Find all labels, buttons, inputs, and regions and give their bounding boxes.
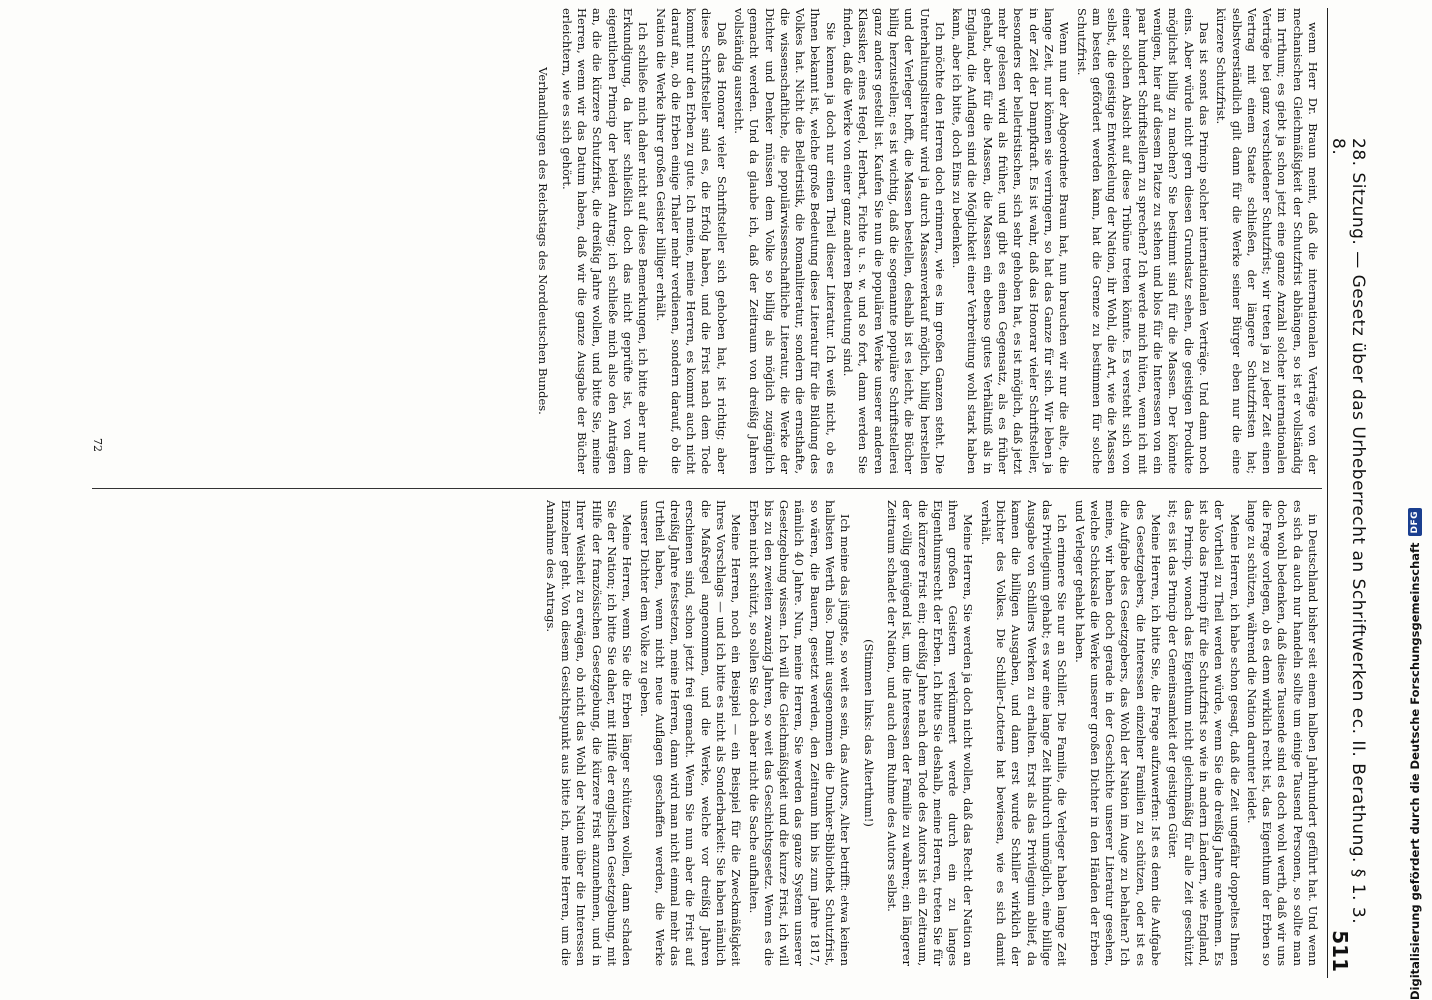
paragraph: Das ist sonst das Princip solcher internationalen Verträge. Und dann noch eins. Aber würde nicht gern diesen Grundsatz sehen, die geistigen Produkte möglichst billig zu machen? Sie bestimmt sind für die Massen. Der könnte wenigen, hier auf diesem Platze zu stehen und blos für die Interessen von ein paar hundert Schriftstellern zu sprechen? Ich werde mich hüten, wenn ich mit einer solchen Absicht auf diese Tribüne treten könnte. Es versteht sich von selbst, die geistige Entwickelung der Nation, ihr Wohl, die Art, wie die Massen am besten gefördert werden kann, hat die Grenze zu bestimmen für solche Schutzfrist. xyxy=(1074,8,1211,474)
paragraph: Ich schließe mich daher nicht auf diese Bemerkungen, ich bitte aber nur die Erkundigung, da hier schließlich doch das nicht geprüfte ist, von dem eigentlichen Princip der beiden Antrag; ich schließe mich also den Anträgen an, die die kürzere Schutzfrist, die dreißig Jahre wollen, und bitte Sie, meine Herren, wenn wir das Datum haben, daß wir die ganze Ausgabe der Bücher erleichtern, wie es sich gehört. xyxy=(559,8,651,474)
page-header xyxy=(1327,8,1368,978)
paragraph: wenn Herr Dr. Braun meint, daß die internationalen Verträge von der mechanischen Gleichmäßigkeit der Schutzfrist abhängen, so ist er vollständig im Irrthum; es giebt ja schon jetzt eine ganze Anzahl solcher internationalen Verträge bei ganz verschiedener Schutzfrist; wir treten ja zu jeder Zeit einen Vertrag mit einem Staate schließen, der längere Schutzfristen hat; selbstverständlich gilt dann für die Werke seiner Bürger eben nur die eine kürzere Schutzfrist. xyxy=(1214,8,1320,474)
left-text-column xyxy=(80,8,1320,474)
paragraph: in Deutschland bisher seit einem halben Jahrhundert geführt hat. Und wenn es sich da auch nur handeln sollte um einige Tausend Personen, so sollte man doch wohl bedenken, daß diese Tausende sind es doch wohl werth, daß wir uns die Frage vorlegen, ob es denn wirklich recht ist, das Eigenthum der Erben so lange zu schützen, während die Nation darunter leidet. xyxy=(1244,500,1320,966)
digitization-footer xyxy=(1405,0,1425,1000)
paragraph: Meine Herren, Sie werden ja doch nicht wollen, daß das Recht der Nation an ihren großen Geistern verkümmert werde durch ein zu langes Eigenthumsrecht der Erben. Ich bitte Sie deshalb, meine Herren, treten Sie für die kürzere Frist ein; dreißig Jahre nach dem Tode des Autors ist ein Zeitraum, der völlig genügend ist, um die Interessen der Familie zu wahren; ein längerer Zeitraum schadet der Nation, und auch dem Ruhme des Autors selbst. xyxy=(884,500,976,966)
paragraph: Meine Herren, ich habe schon gesagt, daß die Zeit ungefähr doppeltes Ihnen der Vortheil zu Theil werden würde, wenn Sie die dreißig Jahre annehmen. Es ist also das Princip für die Schutzfrist so wie in andern Ländern, wie England, das Princip, wonach das Eigenthum nicht gleichmäßig für alle Zeit geschützt ist; es ist das Princip der Gemeinsamkeit der geistigen Güter. xyxy=(1166,500,1242,966)
dfg-logo: DFG xyxy=(1408,508,1422,537)
signature-mark: 72 xyxy=(91,438,104,452)
page-header-title: 28. Sitzung. — Gesetz über das Urheberrecht an Schriftwerken ec. II. Berathung. § 1. 3. 8. xyxy=(1328,138,1368,925)
right-text-column xyxy=(80,500,1320,966)
interjection: (Stimmen links: das Alterthum!) xyxy=(861,639,876,827)
paragraph: Sie kennen ja doch nur einen Theil dieser Literatur. Ich weiß nicht, ob es Ihnen bekannt ist, welche große Bedeutung diese Literatur für die Bildung des Volkes hat. Nicht die Belletristik, die Romanliteratur, sondern die ernsthafte, die wissenschaftliche, die populärwissenschaftliche Literatur, die Werke der Dichter und Denker müssen dem Volke so billig als möglich zugänglich gemacht werden. Und da glaube ich, daß der Zeitraum von dreißig Jahren vollständig ausreicht. xyxy=(732,8,838,474)
paragraph: Ich meine das jüngste, so weit es sein, das Autors, Alter betrifft: etwa keinen halbsten Werth also. Damit ausgenommen die Dunker-Bibliothek Schutzfrist, so wären, die Bauern, gesetzt werden, den Zeitraum hin bis zum Jahre 1817, nämlich 40 Jahre. Nun, meine Herren, Sie werden das ganze System unserer Gesetzgebung wissen. Ich will die Gleichmäßigkeit und die kurze Frist, ich will bis zu den zweiten zwanzig Jahren, so weit das Geschichtsgesetz. Wenn es die Erben nicht schützt, so sollen Sie doch aber nicht die Sache aufhalten. xyxy=(746,500,853,966)
column-divider xyxy=(92,488,1322,489)
paragraph: Meine Herren, ich bitte Sie, die Frage aufzuwerfen: Ist es denn die Aufgabe des Gesetzgebers, die Interessen einzelner Familien zu schützen, oder ist es die Aufgabe des Gesetzgebers, das Wohl der Nation im Auge zu behalten? Ich meine, wir haben doch gerade in der Geschichte unserer Literatur gesehen, welche Schicksale die Werke unserer großen Dichter in den Händen der Erben und Verleger gehabt haben. xyxy=(1072,500,1164,966)
paragraph: Daß das Honorar vieler Schriftsteller sich gehoben hat, ist richtig; aber diese Schriftsteller sind es, die Erfolg haben, und die Frist nach dem Tode kommt nur den Erben zu gute. Ich meine, meine Herren, es kommt auch nicht darauf an, ob die Erben einige Thaler mehr verdienen, sondern darauf, ob die Nation die Werke ihrer großen Geister billiger erhält. xyxy=(653,8,729,474)
rotated-page-content xyxy=(62,8,1368,978)
paragraph: Ich erinnere Sie nur an Schiller. Die Familie, die Verleger haben lange Zeit das Privilegium gehabt; es war eine lange Zeit hindurch unmöglich, eine billige Ausgabe von Schillers Werken zu erhalten. Erst als das Privilegium ablief, da kamen die billigen Ausgaben, und dann erst wurde Schiller wirklich der Dichter des Volkes. Die Schiller-Lotterie hat bewiesen, wie es sich damit verhält. xyxy=(978,500,1070,966)
paragraph: Meine Herren, noch ein Beispiel — ein Beispiel für die Zweckmäßigkeit Ihres Vorschlags — und ich bitte es nicht als Sonderbarkeit: Sie haben nämlich die Maßregel angenommen, und die Werke, welche vor dreißig Jahren erschienen sind, schon jetzt frei gemacht. Wenn Sie nun aber die Frist auf dreißig Jahre festsetzen, meine Herren, dann wird man nicht einmal mehr das Urtheil haben, wenn nicht neue Auflagen geschaffen werden, die Werke unserer Dichter dem Volke zu geben. xyxy=(637,500,744,966)
paragraph: Meine Herren, wenn Sie die Erben länger schützen wollen, dann schaden Sie der Nation; ich bitte Sie daher, mit Hilfe der englischen Gesetzgebung, mit Hilfe der französischen Gesetzgebung, die kürzere Frist anzunehmen, und in Ihrer Weisheit zu erwägen, ob nicht das Wohl der Nation über die Interessen Einzelner geht. Von diesem Gesichtspunkt aus bitte ich, meine Herren, um die Annahme des Antrags. xyxy=(543,500,635,966)
page-number: 511 xyxy=(1328,930,1352,972)
bottom-note: Verhandlungen des Reichstags des Norddeutschen Bundes. xyxy=(536,67,551,415)
paragraph: Wenn nun der Abgeordnete Braun hat, nun brauchen wir nur die alte, die lange Zeit, nur können sie verringern, so hat das Ganze für sich. Wir leben ja in der Zeit der Dampfkraft. Es ist wahr, daß das Honorar vieler Schriftsteller, besonders der belletristischen, sich sehr gehoben hat, es ist möglich, daß jetzt mehr gelesen wird als früher, und gibt es einen Gegensatz, als es früher gehabt, aber für die Massen, die Massen ein ebenso gutes Verhältniß als in England, die Auflagen sind die Möglichkeit einer Verbreitung wohl stark haben kann, aber ich bitte, doch Eins zu bedenken. xyxy=(950,8,1072,474)
paragraph: Ich möchte den Herren doch erinnern, wie es im großen Ganzen steht. Die Unterhaltungsliteratur wird ja durch Massenverkauf möglich, billig herstellen und der Verleger hofft, die Massen bestellen, deshalb ist es leicht, die Bücher billig herzustellen; es ist wichtig, daß die sogenannte populäre Schriftstellerei ganz anders gestellt ist. Kaufen Sie nun die populären Werke unserer anderen Klassiker, eines Hegel, Herbart, Fichte u. s. w. und so fort, dann werden Sie finden, daß die Werke von einer ganz anderen Bedeutung sind. xyxy=(841,8,947,474)
footer-text: Digitalisierung gefördert durch die Deutsche Forschungsgemeinschaft xyxy=(1408,542,1422,1000)
